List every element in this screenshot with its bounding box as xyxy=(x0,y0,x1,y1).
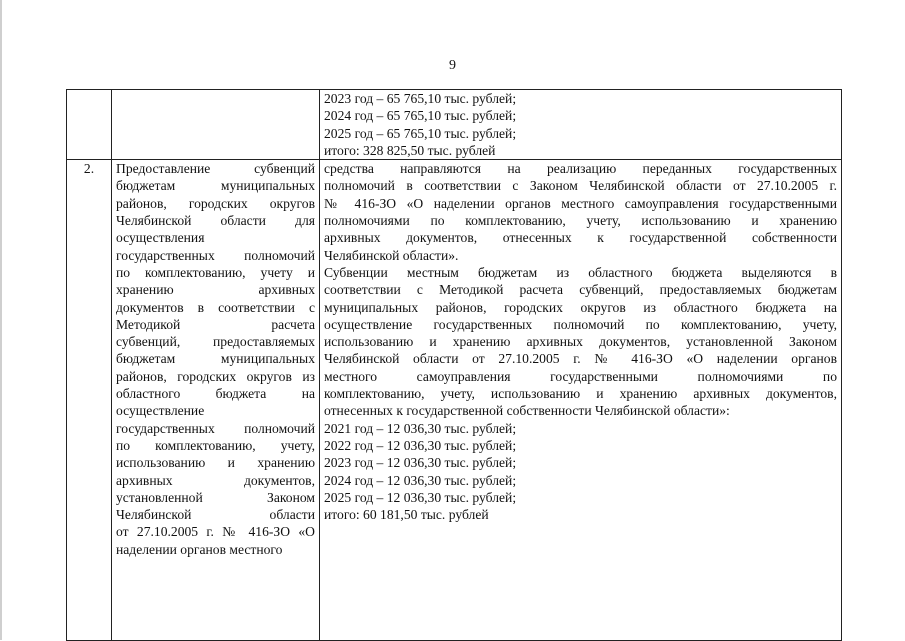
funding-years-list xyxy=(324,420,837,524)
text-line: муниципальных районов, городских округов из областного бюджета на xyxy=(324,299,837,315)
text-line: Субвенции местным бюджетам из областного бюджета выделяются в xyxy=(324,264,837,280)
funding-line: итого: 328 825,50 тыс. рублей xyxy=(324,142,496,158)
funding-line: 2021 год – 12 036,30 тыс. рублей; xyxy=(324,420,517,436)
funding-line: 2024 год – 65 765,10 тыс. рублей; xyxy=(324,108,517,124)
name-line: районов, городских округов xyxy=(116,195,315,211)
name-line: от 27.10.2005 г. № 416-ЗО «О xyxy=(116,524,315,540)
row-number-cell xyxy=(67,90,112,160)
name-line: осуществление xyxy=(116,403,205,419)
text-line: отнесенных к государственной собственности Челябинской области»: xyxy=(324,403,730,419)
name-line: Предоставление субвенций xyxy=(116,161,315,177)
row-name-cell xyxy=(112,160,320,641)
description-paragraph-2 xyxy=(324,264,837,420)
text-line: № 416-ЗО «О наделении органов местного самоуправления государственными xyxy=(324,195,837,211)
name-line: Челябинской области для xyxy=(116,213,315,229)
name-line: районов, городских округов из xyxy=(116,368,315,384)
funding-years-list xyxy=(324,90,837,159)
funding-line: итого: 60 181,50 тыс. рублей xyxy=(324,507,489,523)
row-number-cell: 2. xyxy=(67,160,112,641)
name-line: использованию и хранению xyxy=(116,455,315,471)
description-paragraph-1 xyxy=(324,160,837,264)
text-line: местного самоуправления государственными полномочиями по xyxy=(324,368,837,384)
funding-line: 2025 год – 65 765,10 тыс. рублей; xyxy=(324,125,517,141)
name-line: государственных полномочий xyxy=(116,420,315,436)
name-line: по комплектованию, учету, xyxy=(116,437,315,453)
text-line: архивных документов, отнесенных к государственной собственности xyxy=(324,230,837,246)
name-line: Челябинской области xyxy=(116,507,315,523)
name-line: бюджетам муниципальных xyxy=(116,351,315,367)
funding-line: 2024 год – 12 036,30 тыс. рублей; xyxy=(324,472,517,488)
row-description-cell xyxy=(320,160,842,641)
name-line: субвенций, предоставляемых xyxy=(116,334,315,350)
text-line: осуществление государственных полномочий по комплектованию, учету, xyxy=(324,316,837,332)
name-line: Методикой расчета xyxy=(116,316,315,332)
text-line: использованию и хранению архивных документов, установленной Законом xyxy=(324,334,837,350)
table-row xyxy=(67,160,842,641)
measure-name xyxy=(116,160,315,558)
text-line: комплектованию, учету, использованию и хранению архивных документов, xyxy=(324,386,837,402)
text-line: соответствии с Методикой расчета субвенций, предоставляемых бюджетам xyxy=(324,282,837,298)
table-row xyxy=(67,90,842,160)
name-line: документов в соответствии с xyxy=(116,299,315,315)
name-line: установленной Законом xyxy=(116,489,315,505)
name-line: бюджетам муниципальных xyxy=(116,178,315,194)
funding-line: 2023 год – 65 765,10 тыс. рублей; xyxy=(324,91,517,106)
program-table xyxy=(66,89,842,641)
text-line: полномочиями по комплектованию, учету, использованию и хранению xyxy=(324,213,837,229)
text-line: Челябинской области от 27.10.2005 г. № 416-ЗО «О наделении органов xyxy=(324,351,837,367)
row-name-cell xyxy=(112,90,320,160)
page-number: 9 xyxy=(449,58,456,73)
name-line: наделении органов местного xyxy=(116,541,283,557)
name-line: осуществления xyxy=(116,230,205,246)
name-line: архивных документов, xyxy=(116,472,315,488)
name-line: областного бюджета на xyxy=(116,386,315,402)
name-line: по комплектованию, учету и xyxy=(116,264,315,280)
funding-line: 2023 год – 12 036,30 тыс. рублей; xyxy=(324,455,517,471)
scan-edge xyxy=(0,0,2,640)
name-line: государственных полномочий xyxy=(116,247,315,263)
name-line: хранению архивных xyxy=(116,282,315,298)
funding-line: 2022 год – 12 036,30 тыс. рублей; xyxy=(324,437,517,453)
funding-line: 2025 год – 12 036,30 тыс. рублей; xyxy=(324,489,517,505)
text-line: средства направляются на реализацию переданных государственных xyxy=(324,161,837,177)
text-line: Челябинской области». xyxy=(324,247,459,263)
text-line: полномочий в соответствии с Законом Челябинской области от 27.10.2005 г. xyxy=(324,178,837,194)
row-description-cell xyxy=(320,90,842,160)
